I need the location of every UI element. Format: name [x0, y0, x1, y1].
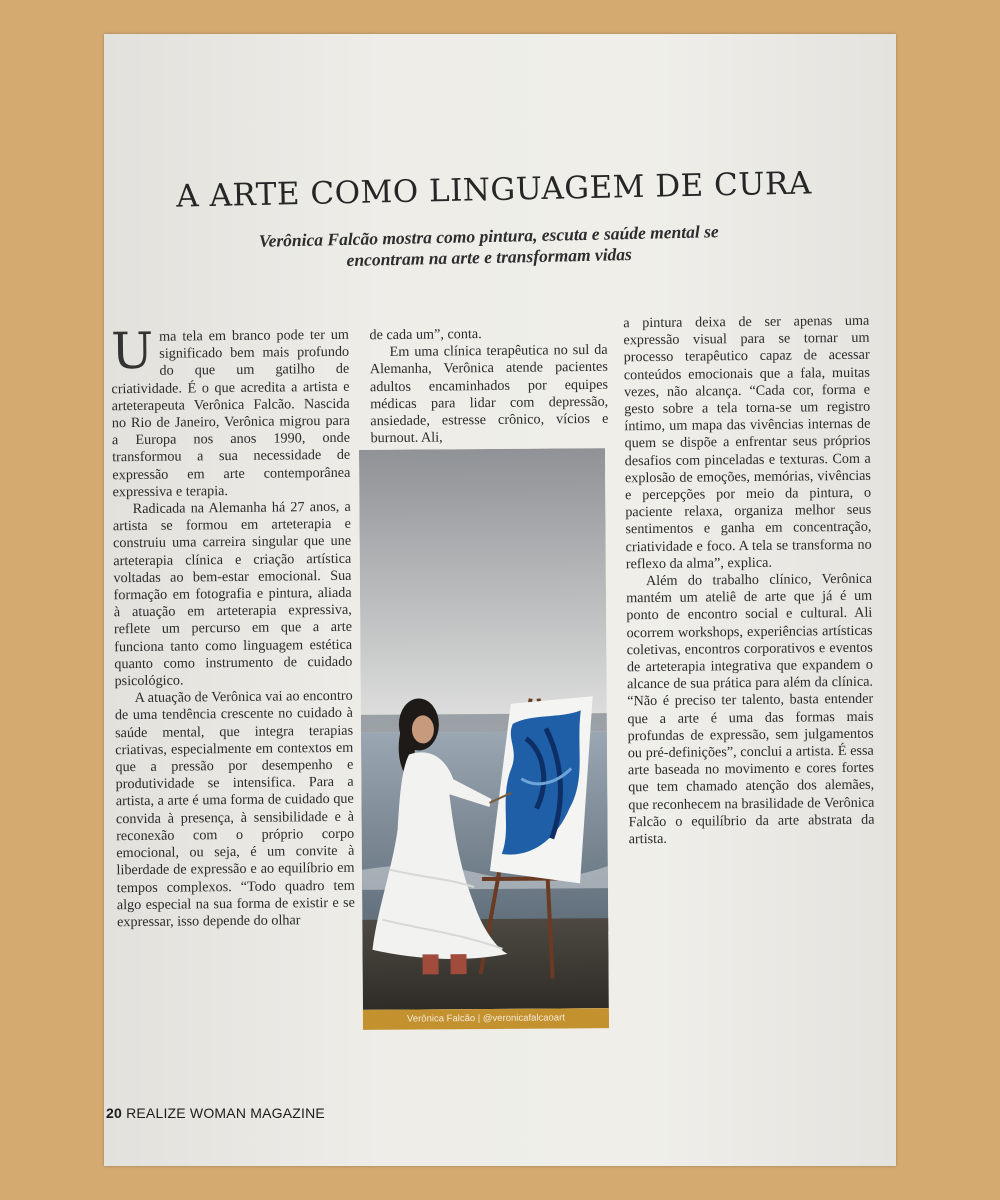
paragraph-2: Radicada na Alemanha há 27 anos, a artista se formou em arteterapia e construiu uma carreira singular que une arteterapia clínica e criação artística voltadas ao bem-estar emocional. Sua formação em fotografia e pintura, aliada à atuação em arteterapia expressiva, reflete um percurso em que a arte funciona tanto como linguagem estética quanto como instrumento de cuidado psicológico. — [112, 498, 353, 690]
photo-caption: Verônica Falcão | @veronicafalcaoart — [363, 1008, 609, 1030]
magazine-page — [104, 34, 896, 1166]
article-photo — [359, 448, 609, 1030]
paragraph-1 — [110, 321, 351, 502]
column-2 — [369, 325, 608, 448]
page-footer — [106, 1105, 325, 1121]
magazine-name: REALIZE WOMAN MAGAZINE — [126, 1105, 325, 1121]
paragraph-6: a pintura deixa de ser apenas uma expressão visual para se tornar um processo terapêutico capaz de acessar conteúdos emocionais que a fala, muitas vezes, não alcança. “Cada cor, forma e gesto sobre a tela torna-se um registro íntimo, um mapa das vivências internas de quem se dispõe a enfrentar seus próprios desafios com pinceladas e texturas. Com a explosão de emoções, memórias, vivências e percepções por meio da pintura, o paciente relaxa, organiza melhor seus sentimentos e ganha em concentração, criatividade e foco. A tela se transforma no reflexo da alma”, explica. — [623, 312, 872, 573]
paragraph-1-text: ma tela em branco pode ter um significado bem mais profundo do que um gatilho de criatividade. É o que acredita a artista e arteterapeuta Verônica Falcão. Nascida no Rio de Janeiro, Verônica migrou para a Europa nos anos 1990, onde transformou a sua necessidade de expressão em arte contemporânea expressiva e terapia. — [111, 326, 351, 501]
paragraph-4: de cada um”, conta. — [369, 326, 482, 344]
drop-cap: U — [110, 321, 154, 381]
paragraph-5: Em uma clínica terapêutica no sul da Alemanha, Verônica atende pacientes adultos encaminhados por equipes médicas para lidar com depressão, ansiedade, estresse crônico, vícios e burnout. Ali, — [369, 341, 609, 447]
column-3 — [623, 313, 875, 849]
article-subtitle: Verônica Falcão mostra como pintura, escuta e saúde mental se encontram na arte e transformam vidas — [258, 221, 719, 270]
article-title: A ARTE COMO LINGUAGEM DE CURA — [175, 165, 813, 215]
paragraph-7: Além do trabalho clínico, Verônica mantém um ateliê de arte que já é um ponto de encontro social e cultural. Ali ocorrem workshops, experiências artísticas coletivas, encontros corporativos e eventos de arteterapia integrativa que expandem o alcance de sua prática para além da clínica. “Não é preciso ter talento, basta entender que a arte é uma das formas mais profundas de expressão, sem julgamentos ou pré-definições”, conclui a artista. É essa arte baseada no movimento e cores fortes que tem chamado atenção dos alemães, que reconhecem na brasilidade de Verônica Falcão o equilíbrio da arte abstrata da artista. — [626, 570, 875, 848]
page-number: 20 — [106, 1105, 122, 1121]
paragraph-3: A atuação de Verônica vai ao encontro de uma tendência crescente no cuidado à saúde mental, que integra terapias criativas, especialmente em contextos em que a pressão por desempenho e produtividade se intensifica. Para a artista, a arte é uma forma de cuidado que convida à presença, à sensibilidade e à reconexão com o próprio corpo emocional, ou seja, é um convite à liberdade de expressão e ao equilíbrio em tempos complexos. “Todo quadro tem algo especial na sua forma de existir e se expressar, isso depende do olhar — [114, 688, 355, 931]
woman-painting-photo — [359, 448, 609, 1010]
column-1 — [110, 321, 355, 932]
